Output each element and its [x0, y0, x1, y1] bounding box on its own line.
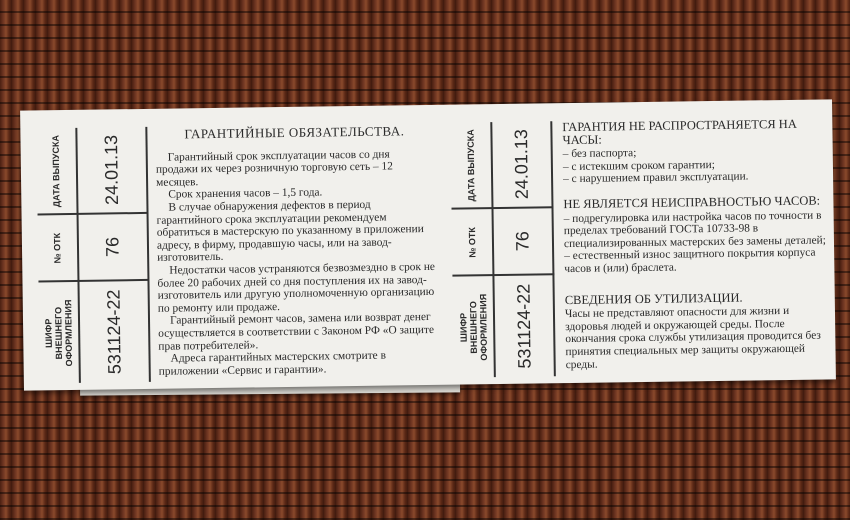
exclusion-item: – с нарушением правил эксплуатации.: [563, 170, 749, 186]
disposal-text: Часы не представляют опасности для жизни и здоровья людей и окружающей среды. После окончания срока службы утилизация проводится без принятия специальных мер защиты окружающей среды.: [564, 305, 821, 371]
design-code-value: 531124-22: [103, 289, 125, 375]
disposal-title: СВЕДЕНИЯ ОБ УТИЛИЗАЦИИ.: [564, 290, 743, 307]
design-code-value: 531124-22: [513, 283, 535, 369]
not-defect-title: НЕ ЯВЛЯЕТСЯ НЕИСПРАВНОСТЬЮ ЧАСОВ:: [563, 193, 821, 212]
not-defect-item: – подрегулировка или настройка часов по точности в пределах требований ГОСТа 10733-98 в специализированных мастерских без замены деталей;: [563, 209, 826, 250]
not-defect-item: – естественный износ защитного покрытия корпуса часов и (или) браслета.: [564, 246, 816, 276]
date-header: ДАТА ВЫПУСКА: [465, 128, 477, 202]
date-value: 24.01.13: [100, 134, 122, 206]
otk-value: 76: [512, 231, 533, 252]
warranty-paragraph: Адреса гарантийных мастерских смотрите в приложении «Сервис и гарантии».: [158, 349, 387, 378]
warranty-section: [155, 125, 436, 378]
otk-header: № ОТК: [52, 232, 63, 264]
warranty-title: ГАРАНТИЙНЫЕ ОБЯЗАТЕЛЬСТВА.: [184, 123, 405, 142]
date-header: ДАТА ВЫПУСКА: [50, 134, 62, 207]
exclusion-item: – без паспорта;: [562, 147, 637, 161]
warranty-paragraph: Недостатки часов устраняются безвозмездно в срок не более 20 рабочих дней со дня поступления их на завод-изготовитель или другую уполномоченную организацию по ремонту или продаже.: [157, 260, 436, 315]
design-code-header: ШИФР ВНЕШНЕГО ОФОРМЛЕНИЯ: [457, 293, 489, 361]
design-code-header: ШИФР ВНЕШНЕГО ОФОРМЛЕНИЯ: [43, 299, 75, 367]
warranty-paragraph: В случае обнаружения дефектов в период гарантийного срока эксплуатации рекомендуем обратиться в мастерскую по указанному в приложении адресу, в фирму, продавшую часы, или на завод-изготовитель.: [156, 198, 424, 265]
exclusions-title: ГАРАНТИЯ НЕ РАСПРОСТРАНЯЕТСЯ НА ЧАСЫ:: [562, 116, 797, 147]
warranty-paragraph: Гарантийный срок эксплуатации часов со дня продажи их через розничную торговую сеть – 12 месяцев.: [155, 148, 393, 189]
otk-header: № ОТК: [466, 226, 478, 258]
warranty-paragraph: Срок хранения часов – 1,5 года.: [168, 186, 323, 201]
warranty-card: [20, 99, 836, 390]
warranty-paragraph: Гарантийный ремонт часов, замена или возврат денег осуществляется в соответствии с Законом РФ «О защите прав потребителей».: [158, 311, 435, 353]
exclusion-item: – с истекшим сроком гарантии;: [562, 158, 715, 173]
date-value: 24.01.13: [510, 129, 532, 200]
right-info-section: [562, 117, 827, 371]
otk-value: 76: [102, 236, 123, 258]
